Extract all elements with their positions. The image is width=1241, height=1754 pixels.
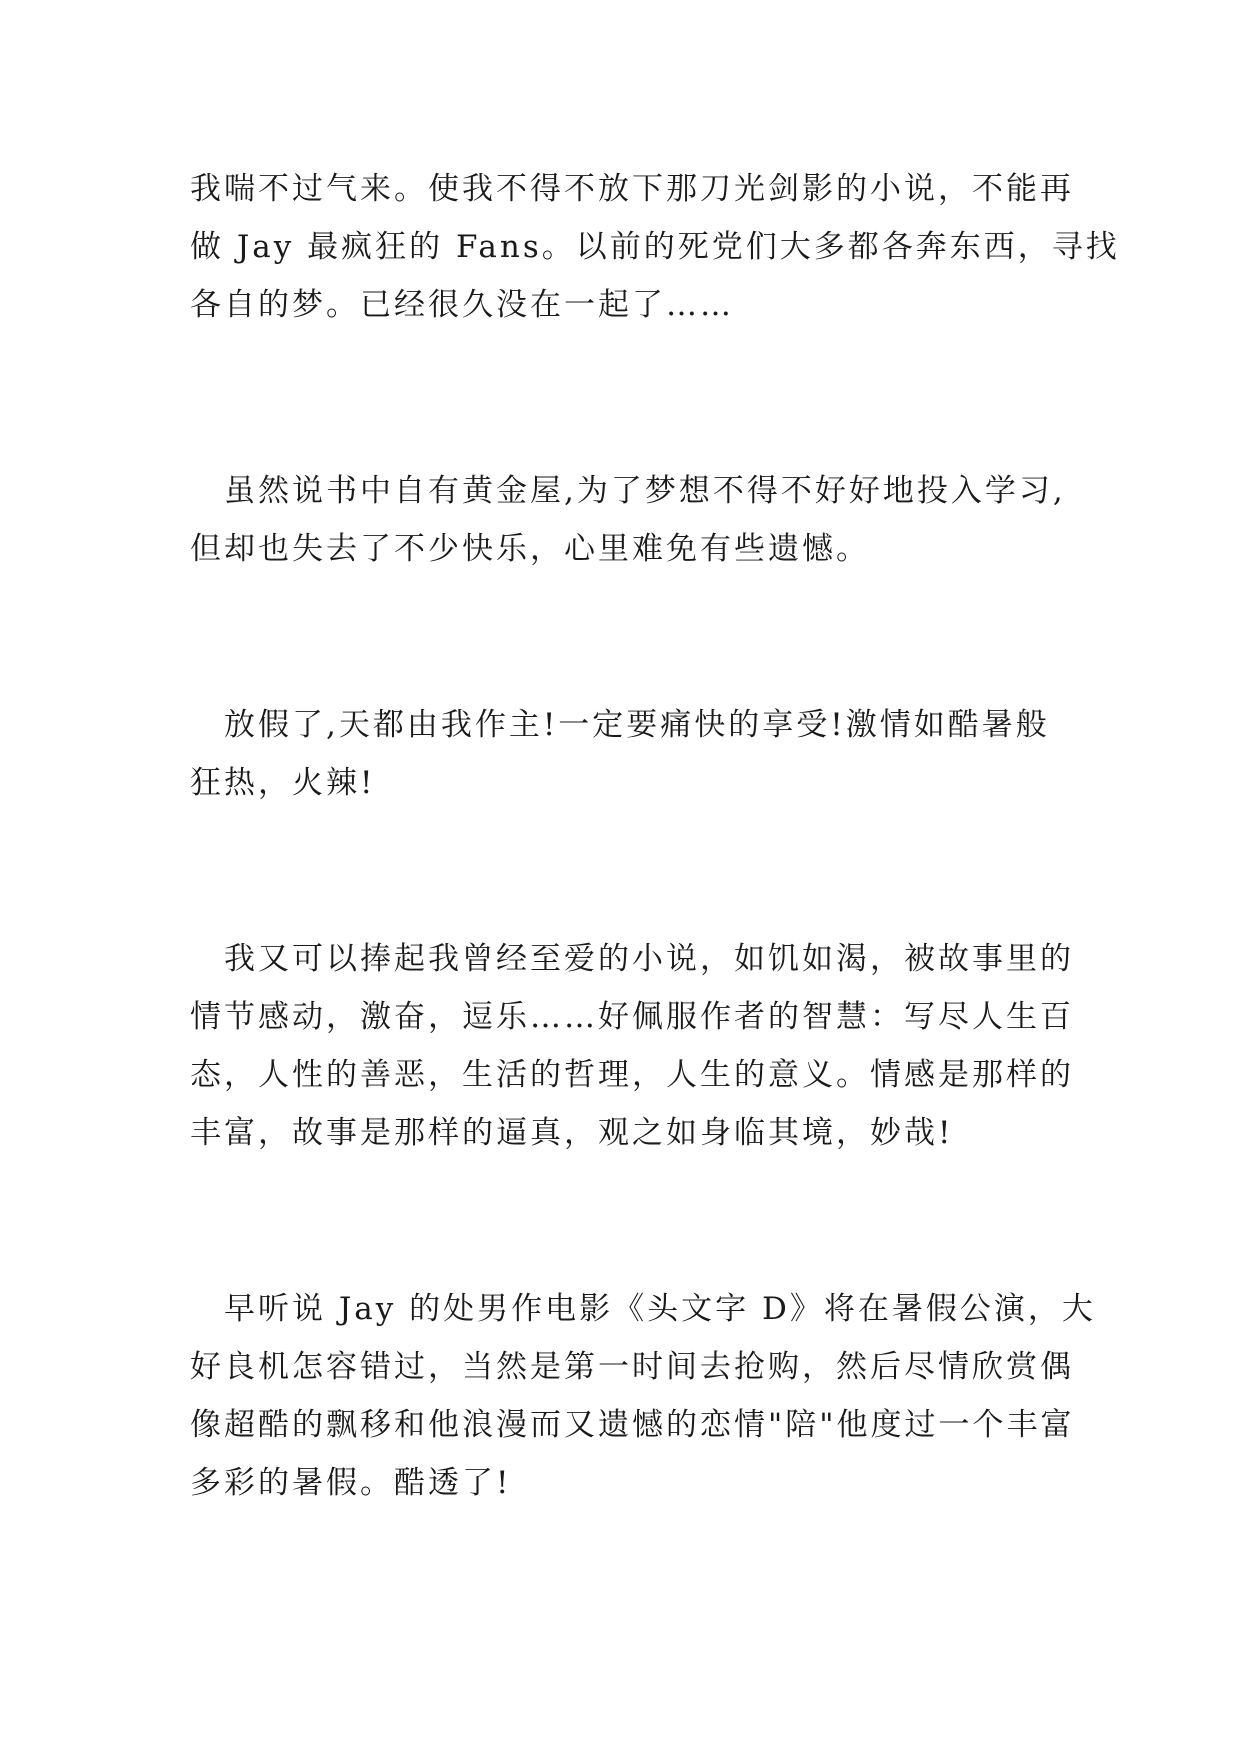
- text-line: 放假了,天都由我作主!一定要痛快的享受!激情如酷暑般: [190, 707, 1050, 743]
- text-line: 做 Jay 最疯狂的 Fans。以前的死党们大多都各奔东西，寻找: [190, 229, 1120, 265]
- paragraph-2: [190, 462, 1066, 578]
- text-line: 丰富，故事是那样的逼真，观之如身临其境，妙哉!: [190, 1115, 954, 1151]
- text-line: 各自的梦。已经很久没在一起了……: [190, 287, 734, 323]
- paragraph-1: [190, 160, 1120, 334]
- paragraph-5: [190, 1280, 1096, 1512]
- text-line: 好良机怎容错过，当然是第一时间去抢购，然后尽情欣赏偶: [190, 1349, 1074, 1385]
- text-line: 但却也失去了不少快乐，心里难免有些遗憾。: [190, 531, 870, 567]
- paragraph-3: [190, 696, 1060, 812]
- document-body: [190, 160, 1120, 1512]
- text-line: 多彩的暑假。酷透了!: [190, 1465, 512, 1501]
- text-line: 狂热，火辣!: [190, 765, 376, 801]
- text-line: 情节感动，激奋，逗乐……好佩服作者的智慧：写尽人生百: [190, 999, 1074, 1035]
- text-line: 像超酷的飘移和他浪漫而又遗憾的恋情"陪"他度过一个丰富: [190, 1407, 1075, 1443]
- text-line: 态，人性的善恶，生活的哲理，人生的意义。情感是那样的: [190, 1057, 1074, 1093]
- paragraph-4: [190, 930, 1074, 1162]
- text-line: 虽然说书中自有黄金屋,为了梦想不得不好好地投入学习,: [190, 473, 1066, 509]
- text-line: 早听说 Jay 的处男作电影《头文字 D》将在暑假公演，大: [190, 1291, 1096, 1327]
- text-line: 我又可以捧起我曾经至爱的小说，如饥如渴，被故事里的: [190, 941, 1074, 977]
- text-line: 我喘不过气来。使我不得不放下那刀光剑影的小说，不能再: [190, 171, 1074, 207]
